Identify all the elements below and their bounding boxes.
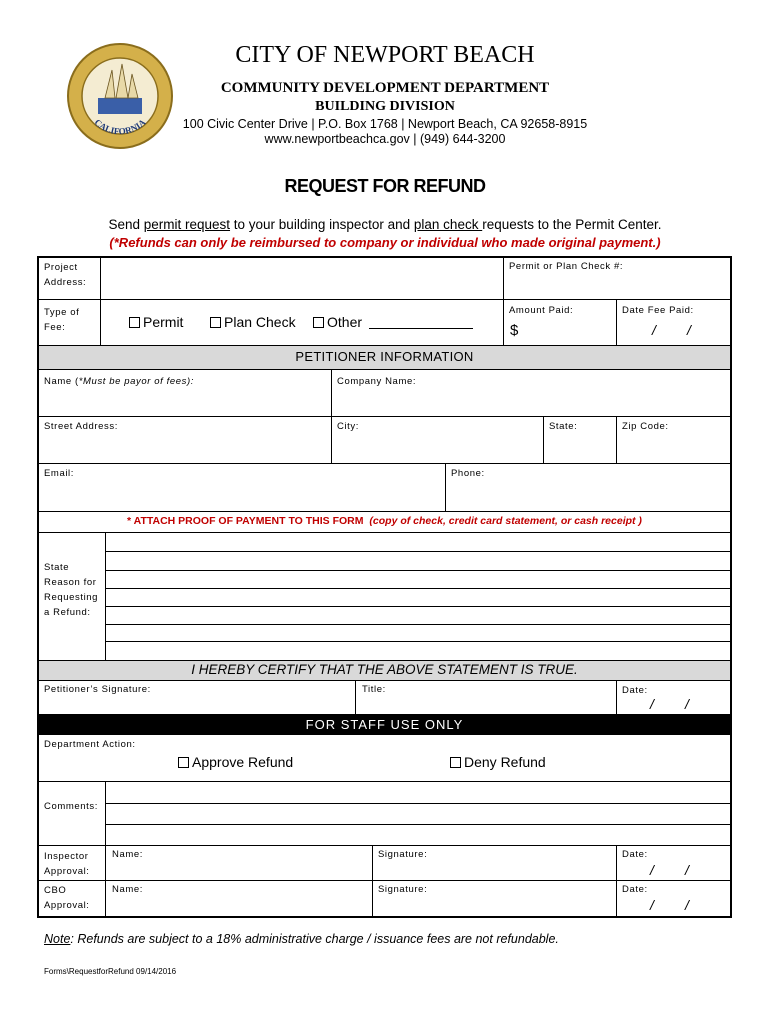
- other-fee-field[interactable]: [369, 314, 473, 329]
- name-field[interactable]: [39, 390, 329, 415]
- comments-label: Comments:: [44, 801, 98, 812]
- approve-refund-checkbox[interactable]: Approve Refund: [178, 754, 293, 770]
- petitioner-signature-label: Petitioner’s Signature:: [44, 684, 151, 695]
- refund-note: (*Refunds can only be reimbursed to company or individual who made original payment.): [109, 235, 661, 250]
- state-label: State:: [549, 421, 578, 432]
- address-line: 100 Civic Center Drive | P.O. Box 1768 | Newport Beach, CA 92658-8915: [182, 117, 588, 131]
- street-address-field[interactable]: [39, 435, 329, 462]
- amount-paid-field[interactable]: [522, 320, 612, 342]
- date-fee-paid-field[interactable]: [618, 320, 728, 342]
- reason-label: State Reason for Requesting a Refund:: [44, 562, 99, 618]
- project-address-label: Project Address:: [44, 262, 87, 288]
- permit-number-label: Permit or Plan Check #:: [509, 261, 624, 272]
- amount-paid-label: Amount Paid:: [509, 305, 574, 316]
- cbo-date-label: Date:: [622, 884, 648, 895]
- checkbox-icon: [210, 317, 221, 328]
- city-field[interactable]: [333, 435, 541, 462]
- department-name: COMMUNITY DEVELOPMENT DEPARTMENT: [220, 80, 550, 96]
- city-title: CITY OF NEWPORT BEACH: [235, 42, 535, 68]
- cbo-approval-label: CBO Approval:: [44, 885, 90, 911]
- seal-text-bottom: CALIFORNIA: [92, 117, 148, 137]
- company-name-field[interactable]: [333, 390, 729, 415]
- project-address-field[interactable]: [101, 257, 503, 299]
- cbo-signature-label: Signature:: [378, 884, 428, 895]
- inspector-signature-field[interactable]: [374, 860, 614, 879]
- petitioner-signature-field[interactable]: [39, 696, 353, 713]
- inspector-name-field[interactable]: [106, 860, 370, 879]
- zip-code-label: Zip Code:: [622, 421, 669, 432]
- instruction-text: Send permit request to your building inspector and plan check requests to the Permit Center.: [108, 217, 662, 232]
- footer-note: Note: Refunds are subject to a 18% administrative charge / issuance fees are not refundable.: [44, 932, 559, 946]
- department-action-label: Department Action:: [44, 739, 136, 750]
- permit-checkbox[interactable]: Permit: [129, 314, 183, 330]
- inspector-approval-label: Inspector Approval:: [44, 851, 90, 877]
- reason-field[interactable]: [106, 533, 730, 659]
- email-field[interactable]: [39, 482, 443, 510]
- state-field[interactable]: [545, 435, 614, 462]
- plan-check-checkbox[interactable]: Plan Check: [210, 314, 296, 330]
- other-checkbox[interactable]: Other: [313, 314, 362, 330]
- phone-field[interactable]: [447, 482, 729, 510]
- certify-date-label: Date:: [622, 685, 648, 696]
- division-name: BUILDING DIVISION: [315, 99, 455, 114]
- cbo-date-field[interactable]: [618, 896, 729, 916]
- inspector-signature-label: Signature:: [378, 849, 428, 860]
- certify-statement: I HEREBY CERTIFY THAT THE ABOVE STATEMENT IS TRUE.: [191, 662, 578, 677]
- plan-check-link[interactable]: plan check: [413, 217, 483, 232]
- cbo-name-field[interactable]: [106, 896, 370, 916]
- name-label: Name (*Must be payor of fees):: [44, 376, 195, 387]
- petitioner-section-title: PETITIONER INFORMATION: [295, 349, 474, 364]
- fee-type-label: Type of Fee:: [44, 307, 80, 333]
- city-label: City:: [337, 421, 359, 432]
- inspector-date-label: Date:: [622, 849, 648, 860]
- title-label: Title:: [362, 684, 386, 695]
- attach-proof-notice: * ATTACH PROOF OF PAYMENT TO THIS FORM (copy of check, credit card statement, or cash receipt ): [127, 515, 642, 527]
- inspector-name-label: Name:: [112, 849, 143, 860]
- contact-line: www.newportbeachca.gov | (949) 644-3200: [264, 132, 506, 146]
- street-address-label: Street Address:: [44, 421, 118, 432]
- checkbox-icon: [178, 757, 189, 768]
- title-field[interactable]: [357, 696, 614, 713]
- phone-label: Phone:: [451, 468, 485, 479]
- amount-paid-currency: $: [510, 322, 519, 339]
- checkbox-icon: [313, 317, 324, 328]
- form-title: REQUEST FOR REFUND: [284, 176, 486, 196]
- seal-text-top: [60, 40, 180, 43]
- staff-section-title: FOR STAFF USE ONLY: [305, 717, 464, 732]
- checkbox-icon: [450, 757, 461, 768]
- email-label: Email:: [44, 468, 74, 479]
- zip-code-field[interactable]: [618, 435, 729, 462]
- inspector-date-field[interactable]: [618, 860, 729, 879]
- cbo-name-label: Name:: [112, 884, 143, 895]
- comments-field[interactable]: [106, 782, 730, 844]
- cbo-signature-field[interactable]: [374, 896, 614, 916]
- form-id: Forms\RequestforRefund 09/14/2016: [44, 967, 177, 976]
- date-fee-paid-label: Date Fee Paid:: [622, 305, 694, 316]
- checkbox-icon: [129, 317, 140, 328]
- permit-request-link[interactable]: permit request: [143, 217, 231, 232]
- certify-date-field[interactable]: [618, 696, 729, 713]
- deny-refund-checkbox[interactable]: Deny Refund: [450, 754, 546, 770]
- permit-number-field[interactable]: [504, 275, 730, 299]
- company-name-label: Company Name:: [337, 376, 417, 387]
